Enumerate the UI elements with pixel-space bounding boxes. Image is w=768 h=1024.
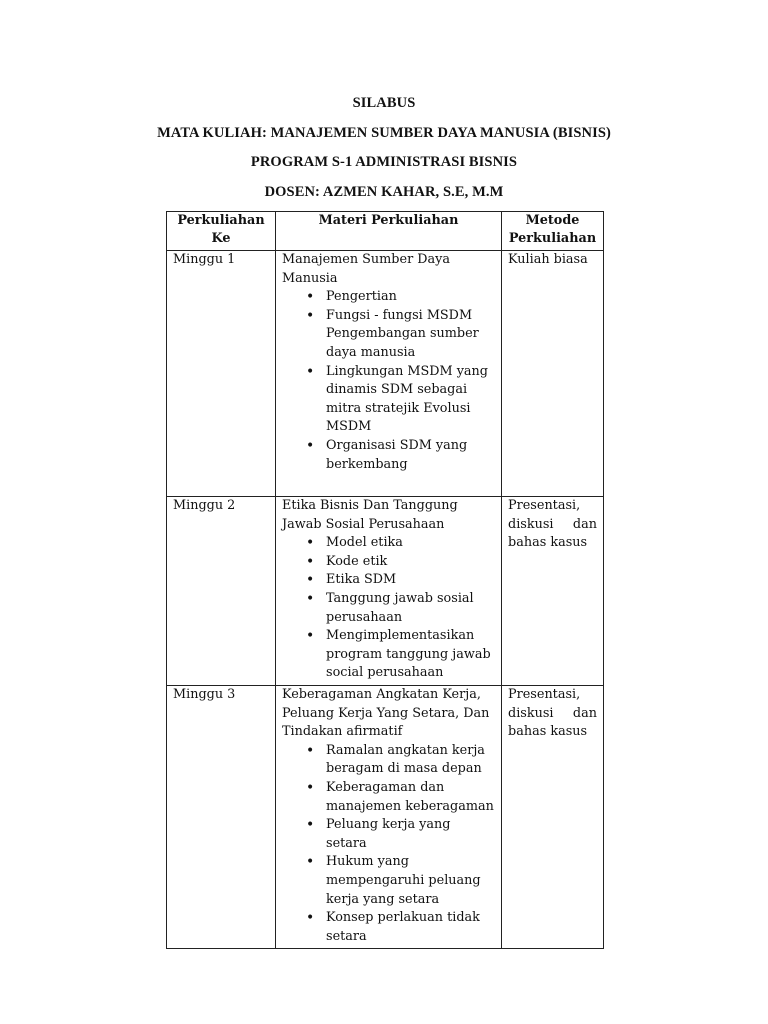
method-cell: Kuliah biasa	[502, 251, 604, 497]
list-item: • Fungsi - fungsi MSDM Pengembangan sumber daya manusia	[326, 307, 495, 363]
list-item: • Kode etik	[326, 553, 495, 572]
list-item: • Model etika	[326, 534, 495, 553]
topic-list	[282, 534, 495, 683]
topic-title: Etika Bisnis Dan Tanggung Jawab Sosial Perusahaan	[282, 498, 458, 532]
material-cell	[276, 686, 502, 949]
syllabus-table	[166, 211, 604, 949]
method-cell: Presentasi, diskusi dan bahas kasus	[502, 686, 604, 949]
list-item: • Keberagaman dan manajemen keberagaman	[326, 779, 495, 816]
column-header-method: Metode Perkuliahan	[502, 212, 604, 251]
course-title: MATA KULIAH: MANAJEMEN SUMBER DAYA MANUSIA (BISNIS)	[157, 124, 611, 141]
week-cell: Minggu 3	[167, 686, 276, 949]
program-title: PROGRAM S-1 ADMINISTRASI BISNIS	[250, 154, 518, 170]
material-cell	[276, 251, 502, 497]
doc-title: SILABUS	[352, 95, 416, 111]
column-header-material: Materi Perkuliahan	[276, 212, 502, 251]
table-header-row	[167, 212, 604, 251]
list-item: • Hukum yang mempengaruhi peluang kerja yang setara	[326, 853, 495, 909]
method-cell: Presentasi, diskusi dan bahas kasus	[502, 497, 604, 686]
list-item: • Mengimplementasikan program tanggung jawab social perusahaan	[326, 627, 495, 683]
column-header-week: Perkuliahan Ke	[167, 212, 276, 251]
list-item: • Ramalan angkatan kerja beragam di masa depan	[326, 742, 495, 779]
week-cell: Minggu 2	[167, 497, 276, 686]
material-cell	[276, 497, 502, 686]
week-cell: Minggu 1	[167, 251, 276, 497]
table-row	[167, 251, 604, 497]
list-item: • Konsep perlakuan tidak setara	[326, 909, 495, 946]
topic-title: Keberagaman Angkatan Kerja, Peluang Kerja Yang Setara, Dan Tindakan afirmatif	[282, 687, 490, 740]
list-item: • Etika SDM	[326, 571, 495, 590]
table-row	[167, 686, 604, 949]
list-item: • Organisasi SDM yang berkembang	[326, 437, 495, 474]
list-item: • Peluang kerja yang setara	[326, 816, 495, 853]
lecturer-title: DOSEN: AZMEN KAHAR, S.E, M.M	[264, 183, 504, 200]
list-item: • Pengertian	[326, 288, 495, 307]
document-header	[0, 92, 768, 210]
topic-list	[282, 288, 495, 474]
topic-title: Manajemen Sumber Daya Manusia	[282, 252, 451, 286]
list-item: • Tanggung jawab sosial perusahaan	[326, 590, 495, 627]
list-item: • Lingkungan MSDM yang dinamis SDM sebagai mitra stratejik Evolusi MSDM	[326, 363, 495, 437]
topic-list	[282, 742, 495, 947]
table-row	[167, 497, 604, 686]
